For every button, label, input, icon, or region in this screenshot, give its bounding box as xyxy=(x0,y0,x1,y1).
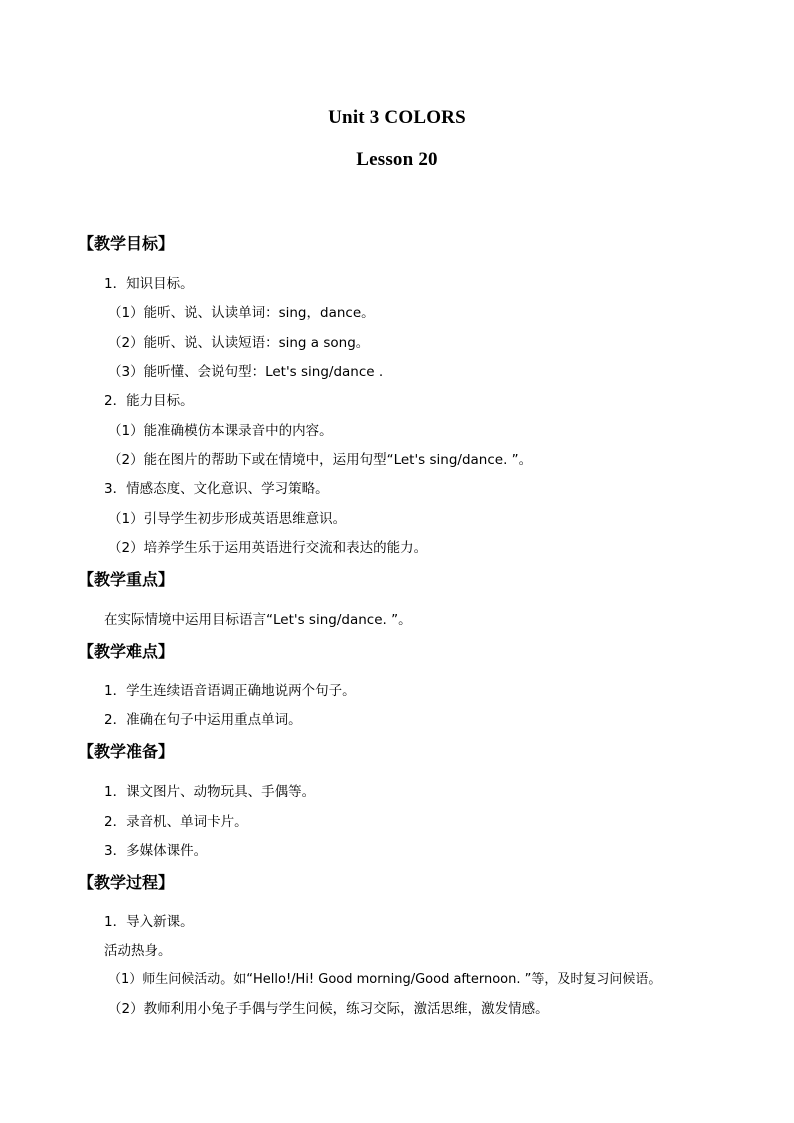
objective-line: （1）能准确模仿本课录音中的内容。 xyxy=(108,423,333,439)
preparation-line: 1．课文图片、动物玩具、手偶等。 xyxy=(104,784,316,800)
preparation-line: 2．录音机、单词卡片。 xyxy=(104,814,248,830)
difficulty-line: 2．准确在句子中运用重点单词。 xyxy=(104,712,302,728)
objective-line: 1．知识目标。 xyxy=(104,276,194,292)
section-heading-objectives: 【教学目标】 xyxy=(78,234,175,253)
objective-line: （1）引导学生初步形成英语思维意识。 xyxy=(108,511,347,527)
objective-line: 3．情感态度、文化意识、学习策略。 xyxy=(104,481,329,497)
objective-line: （2）培养学生乐于运用英语进行交流和表达的能力。 xyxy=(108,540,428,556)
section-heading-difficulties: 【教学难点】 xyxy=(78,642,175,661)
section-heading-preparation: 【教学准备】 xyxy=(78,742,175,761)
process-line: 活动热身。 xyxy=(104,943,172,959)
lesson-title: Lesson 20 xyxy=(356,149,438,170)
unit-title: Unit 3 COLORS xyxy=(328,107,466,128)
difficulty-line: 1．学生连续语音语调正确地说两个句子。 xyxy=(104,683,356,699)
section-heading-key-points: 【教学重点】 xyxy=(78,570,175,589)
process-line: （1）师生问候活动。如“Hello!/Hi! Good morning/Good afternoon. ”等，及时复习问候语。 xyxy=(108,972,662,987)
objective-line: （1）能听、说、认读单词：sing，dance。 xyxy=(108,305,375,321)
preparation-line: 3．多媒体课件。 xyxy=(104,843,208,859)
section-heading-process: 【教学过程】 xyxy=(78,873,175,892)
objective-line: 2．能力目标。 xyxy=(104,393,194,409)
objective-line: （2）能在图片的帮助下或在情境中，运用句型“Let's sing/dance. ”。 xyxy=(108,452,533,468)
process-line: （2）教师利用小兔子手偶与学生问候，练习交际，激活思维，激发情感。 xyxy=(108,1001,549,1017)
process-line: 1．导入新课。 xyxy=(104,914,194,930)
objective-line: （2）能听、说、认读短语：sing a song。 xyxy=(108,335,370,351)
objective-line: （3）能听懂、会说句型：Let's sing/dance . xyxy=(108,364,384,380)
key-point-line: 在实际情境中运用目标语言“Let's sing/dance. ”。 xyxy=(104,612,412,628)
